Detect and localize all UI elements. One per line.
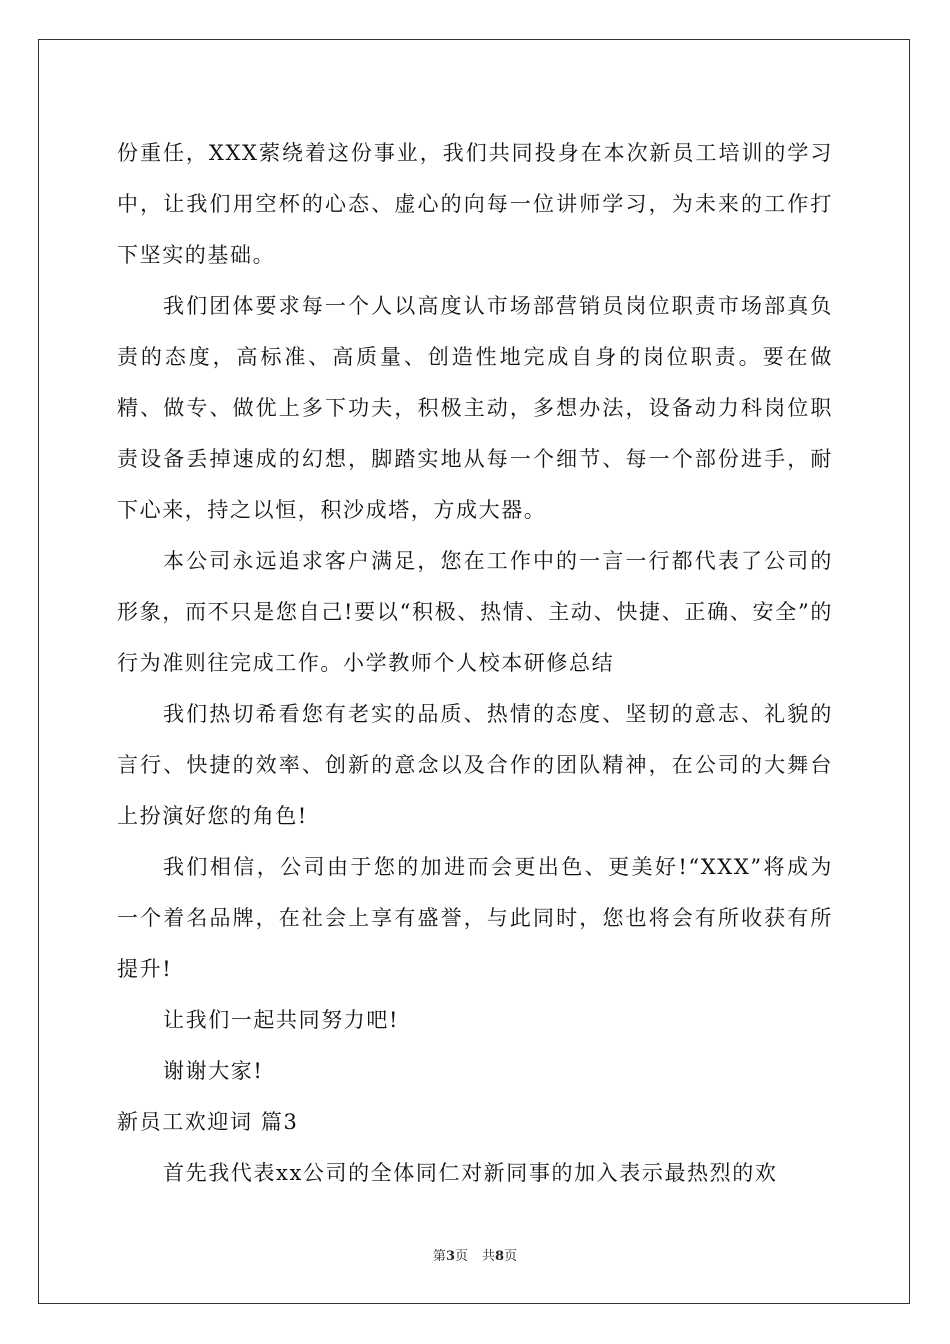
footer-page-prefix: 第: [432, 1249, 446, 1264]
paragraph-continued: 份重任，XXX萦绕着这份事业，我们共同投身在本次新员工培训的学习中，让我们用空杯的心态、虚心的向每一位讲师学习，为未来的工作打下坚实的基础。: [117, 141, 833, 267]
paragraph-thanks: 谢谢大家!: [163, 1059, 264, 1083]
document-body: [117, 128, 833, 1199]
page-footer: [0, 1248, 950, 1266]
footer-page-suffix: 页: [454, 1249, 468, 1264]
footer-total-suffix: 页: [504, 1249, 518, 1264]
footer-page-current: 3: [445, 1249, 455, 1264]
paragraph-effort: 让我们一起共同努力吧!: [163, 1008, 400, 1032]
paragraph-customer-satisfaction: 本公司永远追求客户满足，您在工作中的一言一行都代表了公司的形象，而不只是您自己!要以“积极、热情、主动、快捷、正确、安全”的行为准则往完成工作。小学教师个人校本研修总结: [117, 549, 833, 675]
paragraph-team-requirements: 我们团体要求每一个人以高度认市场部营销员岗位职责市场部真负责的态度，高标准、高质量、创造性地完成自身的岗位职责。要在做精、做专、做优上多下功夫，积极主动，多想办法，设备动力科岗位职责设备丢掉速成的幻想，脚踏实地从每一个细节、每一个部份进手，耐下心来，持之以恒，积沙成塔，方成大器。: [117, 294, 833, 522]
section-heading: 新员工欢迎词 篇3: [117, 1110, 299, 1134]
footer-page-total: 8: [495, 1249, 505, 1264]
footer-total-prefix: 共: [482, 1249, 496, 1264]
paragraph-belief: 我们相信，公司由于您的加进而会更出色、更美好!“XXX”将成为一个着名品牌，在社会上享有盛誉，与此同时，您也将会有所收获有所提升!: [117, 855, 833, 981]
paragraph-welcome-start: 首先我代表xx公司的全体同仁对新同事的加入表示最热烈的欢: [163, 1161, 778, 1185]
paragraph-hopes: 我们热切希看您有老实的品质、热情的态度、坚韧的意志、礼貌的言行、快捷的效率、创新的意念以及合作的团队精神，在公司的大舞台上扮演好您的角色!: [117, 702, 833, 828]
